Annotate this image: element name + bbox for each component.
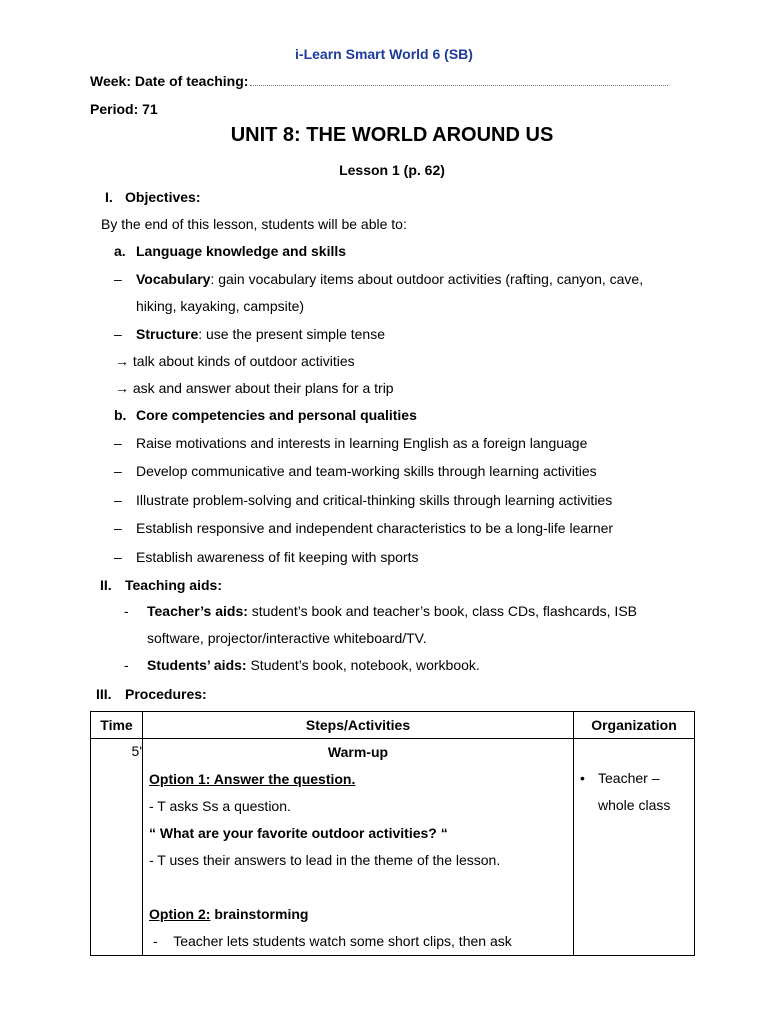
- vocabulary-text: : gain vocabulary items about outdoor activities (rafting, canyon, cave,: [210, 271, 644, 287]
- dash-marker: –: [114, 326, 122, 342]
- competency-item: Raise motivations and interests in learning English as a foreign language: [136, 435, 588, 451]
- competency-item: Establish awareness of fit keeping with sports: [136, 549, 419, 565]
- teacher-aids-text: student’s book and teacher’s book, class CDs, flashcards, ISB: [247, 603, 638, 619]
- vocabulary-line: [136, 271, 643, 287]
- column-header-organization: Organization: [574, 712, 695, 739]
- section-ii-number: II.: [100, 577, 112, 593]
- competency-item: Establish responsive and independent characteristics to be a long-life learner: [136, 520, 614, 536]
- option2-text: brainstorming: [210, 906, 309, 922]
- option2-label: Option 2:: [149, 906, 211, 922]
- section-iii-number: III.: [96, 686, 112, 702]
- organization-cell: [574, 739, 695, 956]
- period-label: Period: 71: [90, 101, 158, 117]
- table-header-row: [91, 712, 695, 739]
- organization-text: whole class: [598, 797, 671, 813]
- organization-item: [580, 765, 694, 792]
- teacher-aids-line-cont: software, projector/interactive whiteboard/TV.: [147, 630, 427, 646]
- vocabulary-term: Vocabulary: [136, 271, 211, 287]
- time-cell: 5': [91, 739, 143, 956]
- bullet-icon: •: [580, 770, 585, 786]
- hyphen-marker: -: [124, 603, 129, 619]
- option2-heading: [149, 901, 567, 928]
- dash-marker: –: [114, 492, 122, 508]
- organization-text: Teacher –: [598, 770, 660, 786]
- arrow-icon: →: [115, 353, 129, 369]
- organization-item: [580, 792, 694, 819]
- competency-item: Illustrate problem-solving and critical-thinking skills through learning activities: [136, 492, 613, 508]
- dash-marker: –: [114, 520, 122, 536]
- lesson-title: Lesson 1 (p. 62): [339, 162, 445, 178]
- competency-item: Develop communicative and team-working skills through learning activities: [136, 463, 597, 479]
- option2-item-text: Teacher lets students watch some short clips, then ask: [173, 933, 512, 949]
- teacher-aids-term: Teacher’s aids:: [147, 603, 248, 619]
- students-aids-text: Student’s book, notebook, workbook.: [246, 657, 480, 673]
- vocabulary-line-cont: hiking, kayaking, campsite): [136, 298, 305, 314]
- students-aids-term: Students’ aids:: [147, 657, 247, 673]
- subsection-b-heading: Core competencies and personal qualities: [136, 407, 417, 423]
- week-line: [90, 73, 668, 89]
- subsection-a-heading: Language knowledge and skills: [136, 243, 347, 259]
- arrow-text: talk about kinds of outdoor activities: [132, 353, 355, 369]
- section-iii-heading: Procedures:: [125, 686, 207, 702]
- option2-item: [149, 928, 567, 955]
- subsection-a-number: a.: [114, 243, 126, 259]
- structure-term: Structure: [136, 326, 199, 342]
- arrow-icon: →: [115, 380, 129, 396]
- table-row: [91, 739, 695, 956]
- question-text: “ What are your favorite outdoor activities? “: [149, 825, 448, 841]
- organization-list: [574, 765, 694, 819]
- document-header: i-Learn Smart World 6 (SB): [295, 46, 473, 62]
- arrow-line: [115, 353, 355, 369]
- section-ii-heading: Teaching aids:: [125, 577, 222, 593]
- section-i-number: I.: [105, 189, 113, 205]
- steps-cell: [143, 739, 574, 956]
- students-aids-line: [147, 657, 480, 673]
- option1-heading: Option 1: Answer the question.: [149, 771, 356, 787]
- procedures-table: [90, 711, 695, 956]
- column-header-time: Time: [91, 712, 143, 739]
- arrow-text: ask and answer about their plans for a trip: [132, 380, 394, 396]
- dotted-fill-line: [250, 75, 668, 86]
- subsection-b-number: b.: [114, 407, 127, 423]
- option1-step: - T uses their answers to lead in the theme of the lesson.: [149, 852, 501, 868]
- section-i-heading: Objectives:: [125, 189, 201, 205]
- unit-title: UNIT 8: THE WORLD AROUND US: [230, 124, 554, 146]
- teacher-aids-line: [147, 603, 637, 619]
- arrow-line: [115, 380, 394, 396]
- structure-text: : use the present simple tense: [198, 326, 386, 342]
- stage-title: Warm-up: [327, 744, 389, 760]
- dash-marker: –: [114, 435, 122, 451]
- dash-marker: –: [114, 271, 122, 287]
- hyphen-marker: -: [153, 933, 158, 949]
- structure-line: [136, 326, 385, 342]
- week-label: Week: Date of teaching:: [90, 73, 249, 89]
- dash-marker: –: [114, 463, 122, 479]
- dash-marker: –: [114, 549, 122, 565]
- hyphen-marker: -: [124, 657, 129, 673]
- spacer-line: [149, 874, 567, 901]
- column-header-steps: Steps/Activities: [143, 712, 574, 739]
- option1-step: - T asks Ss a question.: [149, 798, 291, 814]
- objectives-intro: By the end of this lesson, students will be able to:: [101, 216, 407, 232]
